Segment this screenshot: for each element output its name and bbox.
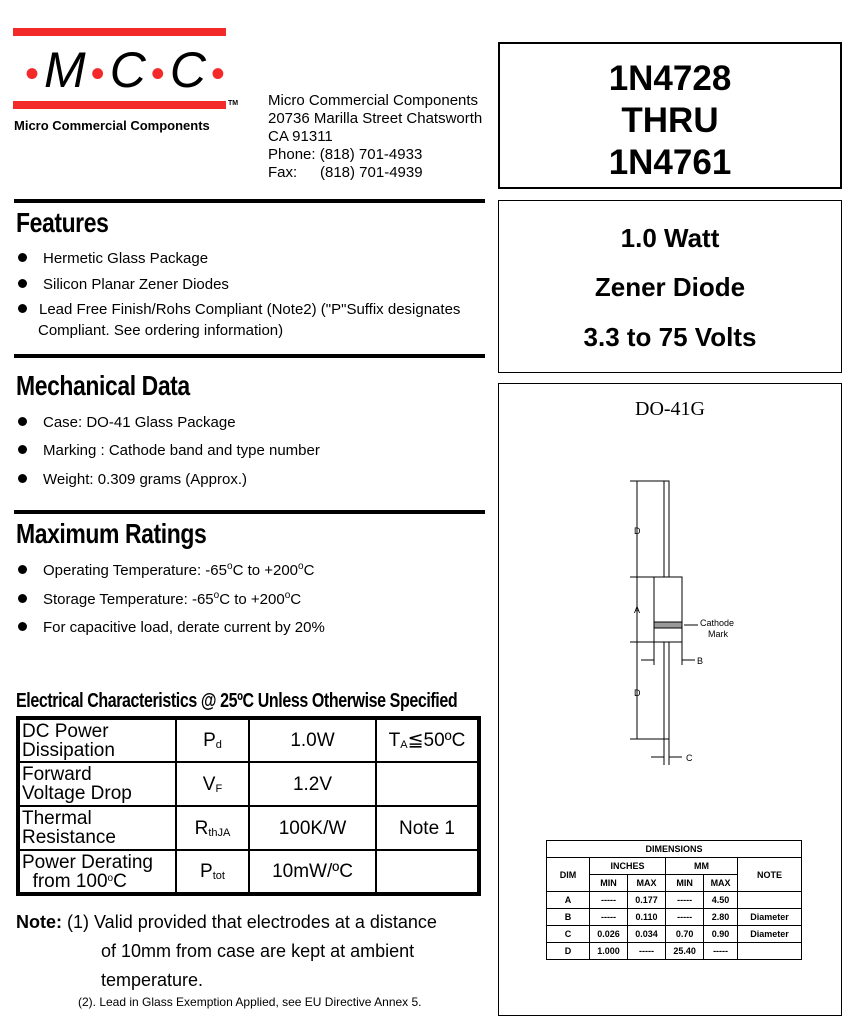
table-row: D 1.000 ----- 25.40 -----	[547, 943, 802, 960]
mechanical-item: Marking : Cathode band and type number	[18, 440, 320, 461]
rating-item: Operating Temperature: -65$^o$C to $+200^oC$	[18, 560, 314, 581]
dim-b-label: B	[697, 656, 704, 666]
summary-box: 1.0 Watt Zener Diode 3.3 to 75 Volts	[498, 200, 842, 373]
table-row: Forward Voltage Drop $V_F$ 1.2V	[18, 762, 479, 806]
trademark: TM	[228, 100, 239, 107]
note-1-cont: temperature.	[101, 970, 204, 990]
feature-item: Silicon Planar Zener Diodes	[18, 274, 229, 295]
rating-item: Storage Temperature: -65$^o$C to $+200^oC$	[18, 589, 301, 610]
mechanical-item: Weight: 0.309 grams (Approx.)	[18, 469, 247, 490]
mechanical-item: Case: DO-41 Glass Package	[18, 412, 236, 433]
package-name: DO-41G	[635, 398, 705, 420]
dim-c-label: C	[686, 753, 693, 763]
feature-item: Lead Free Finish/Rohs Compliant (Note2) ("P"Suffix designates Compliant. See ordering information)	[18, 299, 460, 341]
rating-item: For capacitive load, derate current by 20%	[18, 617, 325, 638]
ratings-heading: Maximum Ratings	[16, 518, 207, 549]
dim-a-label: A	[634, 605, 641, 615]
diode-body	[654, 577, 682, 642]
features-heading: Features	[16, 207, 109, 238]
company-address: Micro Commercial Components 20736 Marilla Street Chatsworth CA 91311 Phone: (818) 701-4933 Fax: (818) 701-4939	[268, 92, 483, 181]
lead-top	[664, 481, 669, 577]
electrical-heading: Electrical Characteristics @ 25ºC Unless Otherwise Specified	[16, 690, 458, 712]
lead-bottom	[664, 642, 669, 739]
table-row: Power Derating from 100$^o$C $P_{tot}$ 10mW/ºC	[18, 850, 479, 894]
cathode-band	[654, 622, 682, 628]
mcc-logo: •M•C•C•	[25, 42, 227, 98]
divider	[14, 510, 485, 514]
table-row: Thermal Resistance $R_{thJA}$ 100K/W Note 1	[18, 806, 479, 850]
divider	[14, 199, 485, 203]
note-1: Note: (1) Valid provided that electrodes at a distance	[16, 912, 437, 932]
cathode-label: Cathode	[700, 618, 735, 628]
table-row: DC Power Dissipation $P_d$ 1.0W $T_A≦50ºC$	[18, 718, 479, 762]
feature-item: Hermetic Glass Package	[18, 248, 208, 269]
dimensions-table: DIMENSIONS DIM INCHES MM NOTE MIN MAX MIN MAX A ----- 0.177 ----- 4.50 B ----- 0.110 ----- 2.80 Diameter C 0.026 0.034 0.70 0.90 Diameter D 1.000 ----- 25.40 -----	[546, 840, 802, 960]
table-row: B ----- 0.110 ----- 2.80 Diameter	[547, 909, 802, 926]
dim-d-top-label: D	[634, 526, 641, 536]
table-row: A ----- 0.177 ----- 4.50	[547, 892, 802, 909]
dim-d-bottom-label: D	[634, 688, 641, 698]
divider	[14, 354, 485, 358]
note-1-cont: of 10mm from case are kept at ambient	[101, 941, 415, 961]
mechanical-heading: Mechanical Data	[16, 370, 190, 401]
table-row: C 0.026 0.034 0.70 0.90 Diameter	[547, 926, 802, 943]
electrical-table	[16, 716, 481, 896]
note-2: (2). Lead in Glass Exemption Applied, see EU Directive Annex 5.	[78, 995, 422, 1009]
part-number-box: 1N4728 THRU 1N4761	[498, 42, 842, 189]
cathode-label-2: Mark	[708, 629, 728, 639]
company-name: Micro Commercial Components	[14, 118, 210, 133]
